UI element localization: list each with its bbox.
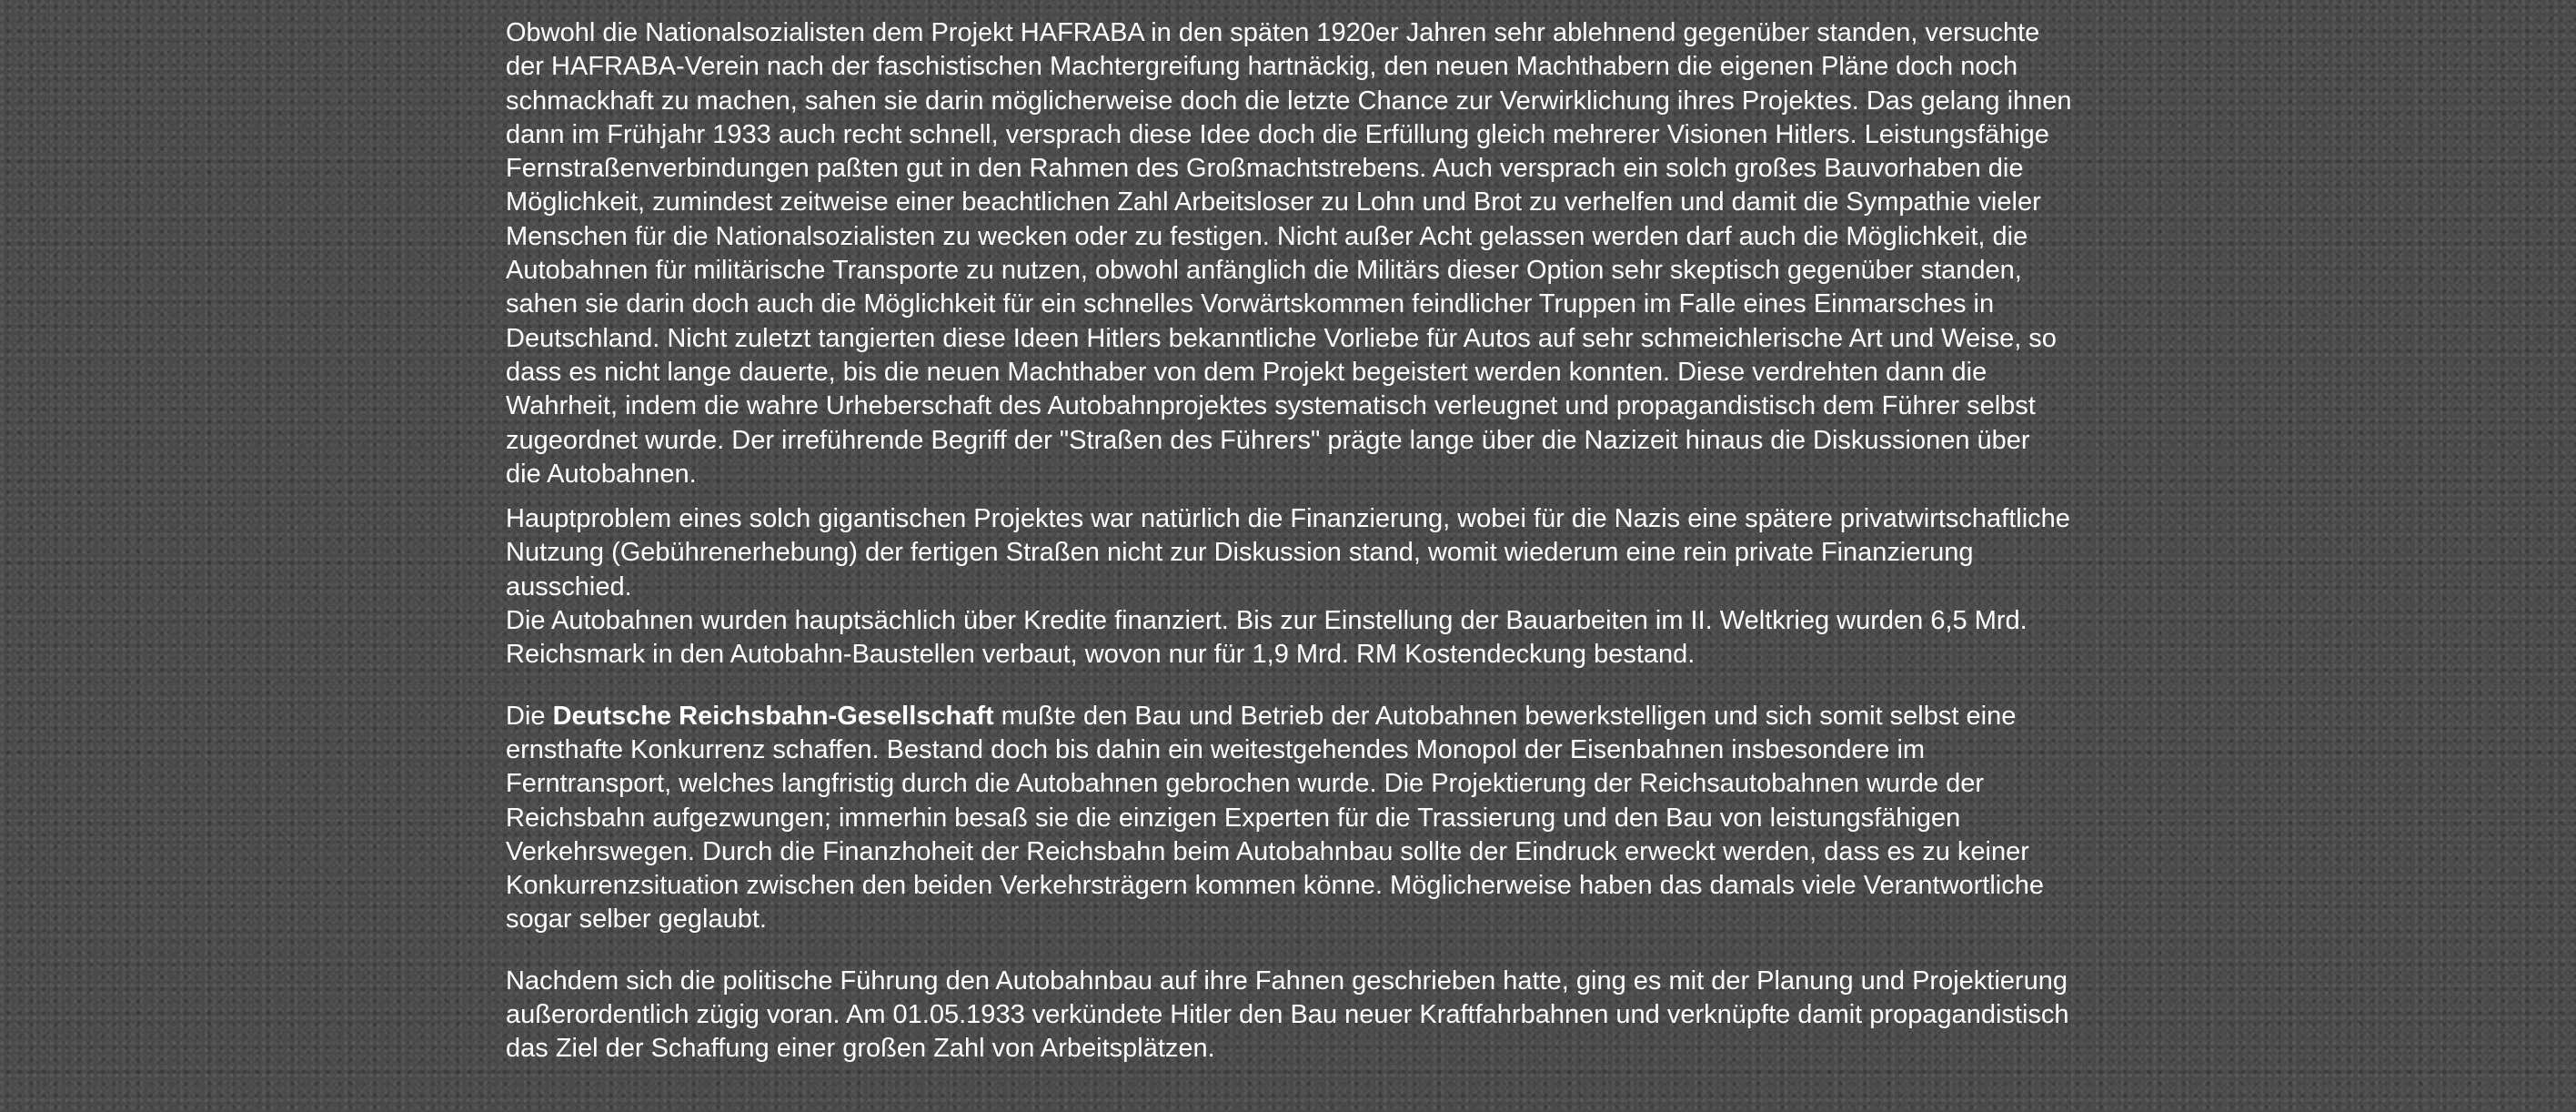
article-content [506, 16, 2072, 1067]
financing-text-part1: Hauptproblem eines solch gigantischen Projektes war natürlich die Finanzierung, wobei für die Nazis eine spätere privatwirtschaftliche Nutzung (Gebührenerhebung) der fertigen Straßen nicht zur Diskussion stand, womit wiederum eine rein private Finanzierung ausschied. [506, 504, 2070, 601]
paragraph-financing [506, 502, 2072, 672]
paragraph-hafraba: Obwohl die Nationalsozialisten dem Projekt HAFRABA in den späten 1920er Jahren sehr ablehnend gegenüber standen, versuchte der HAFRABA-Verein nach der faschistischen Machtergreifung hartnäckig, den neuen Machthabern die eigenen Pläne doch noch schmackhaft zu machen, sahen sie darin möglicherweise doch die letzte Chance zur Verwirklichung ihres Projektes. Das gelang ihnen dann im Frühjahr 1933 auch recht schnell, versprach diese Idee doch die Erfüllung gleich mehrerer Visionen Hitlers. Leistungsfähige Fernstraßenverbindungen paßten gut in den Rahmen des Großmachtstrebens. Auch versprach ein solch großes Bauvorhaben die Möglichkeit, zumindest zeitweise einer beachtlichen Zahl Arbeitsloser zu Lohn und Brot zu verhelfen und damit die Sympathie vieler Menschen für die Nationalsozialisten zu wecken oder zu festigen. Nicht außer Acht gelassen werden darf auch die Möglichkeit, die Autobahnen für militärische Transporte zu nutzen, obwohl anfänglich die Militärs dieser Option sehr skeptisch gegenüber standen, sahen sie darin doch auch die Möglichkeit für ein schnelles Vorwärtskommen feindlicher Truppen im Falle eines Einmarsches in Deutschland. Nicht zuletzt tangierten diese Ideen Hitlers bekanntliche Vorliebe für Autos auf sehr schmeichlerische Art und Weise, so dass es nicht lange dauerte, bis die neuen Machthaber von dem Projekt begeistert werden konnten. Diese verdrehten dann die Wahrheit, indem die wahre Urheberschaft des Autobahnprojektes systematisch verleugnet und propagandistisch dem Führer selbst zugeordnet wurde. Der irreführende Begriff der "Straßen des Führers" prägte lange über die Nazizeit hinaus die Diskussionen über die Autobahnen. [506, 18, 2072, 489]
financing-text-part2: Die Autobahnen wurden hauptsächlich über Kredite finanziert. Bis zur Einstellung der Bauarbeiten im II. Weltkrieg wurden 6,5 Mrd. Reichsmark in den Autobahn-Baustellen verbaut, wovon nur für 1,9 Mrd. RM Kostendeckung bestand. [506, 606, 2028, 670]
paragraph-reichsbahn [506, 700, 2072, 937]
reichsbahn-bold-name: Deutsche Reichsbahn-Gesellschaft [552, 701, 994, 731]
reichsbahn-prefix: Die [506, 701, 553, 731]
reichsbahn-text: mußte den Bau und Betrieb der Autobahnen bewerkstelligen und sich somit selbst eine ernsthafte Konkurrenz schaffen. Bestand doch bis dahin ein weitestgehendes Monopol der Eisenbahnen insbesondere im Ferntransport, welches langfristig durch die Autobahnen gebrochen wurde. Die Projektierung der Reichsautobahnen wurde der Reichsbahn aufgezwungen; immerhin besaß sie die einzigen Experten für die Trassierung und den Bau von leistungsfähigen Verkehrswegen. Durch die Finanzhoheit der Reichsbahn beim Autobahnbau sollte der Eindruck erweckt werden, dass es zu keiner Konkurrenzsituation zwischen den beiden Verkehrsträgern kommen könne. Möglicherweise haben das damals viele Verantwortliche sogar selber geglaubt. [506, 701, 2044, 935]
paragraph-planning: Nachdem sich die politische Führung den Autobahnbau auf ihre Fahnen geschrieben hatte, ging es mit der Planung und Projektierung außerordentlich zügig voran. Am 01.05.1933 verkündete Hitler den Bau neuer Kraftfahrbahnen und verknüpfte damit propagandistisch das Ziel der Schaffung einer großen Zahl von Arbeitsplätzen. [506, 965, 2069, 1064]
